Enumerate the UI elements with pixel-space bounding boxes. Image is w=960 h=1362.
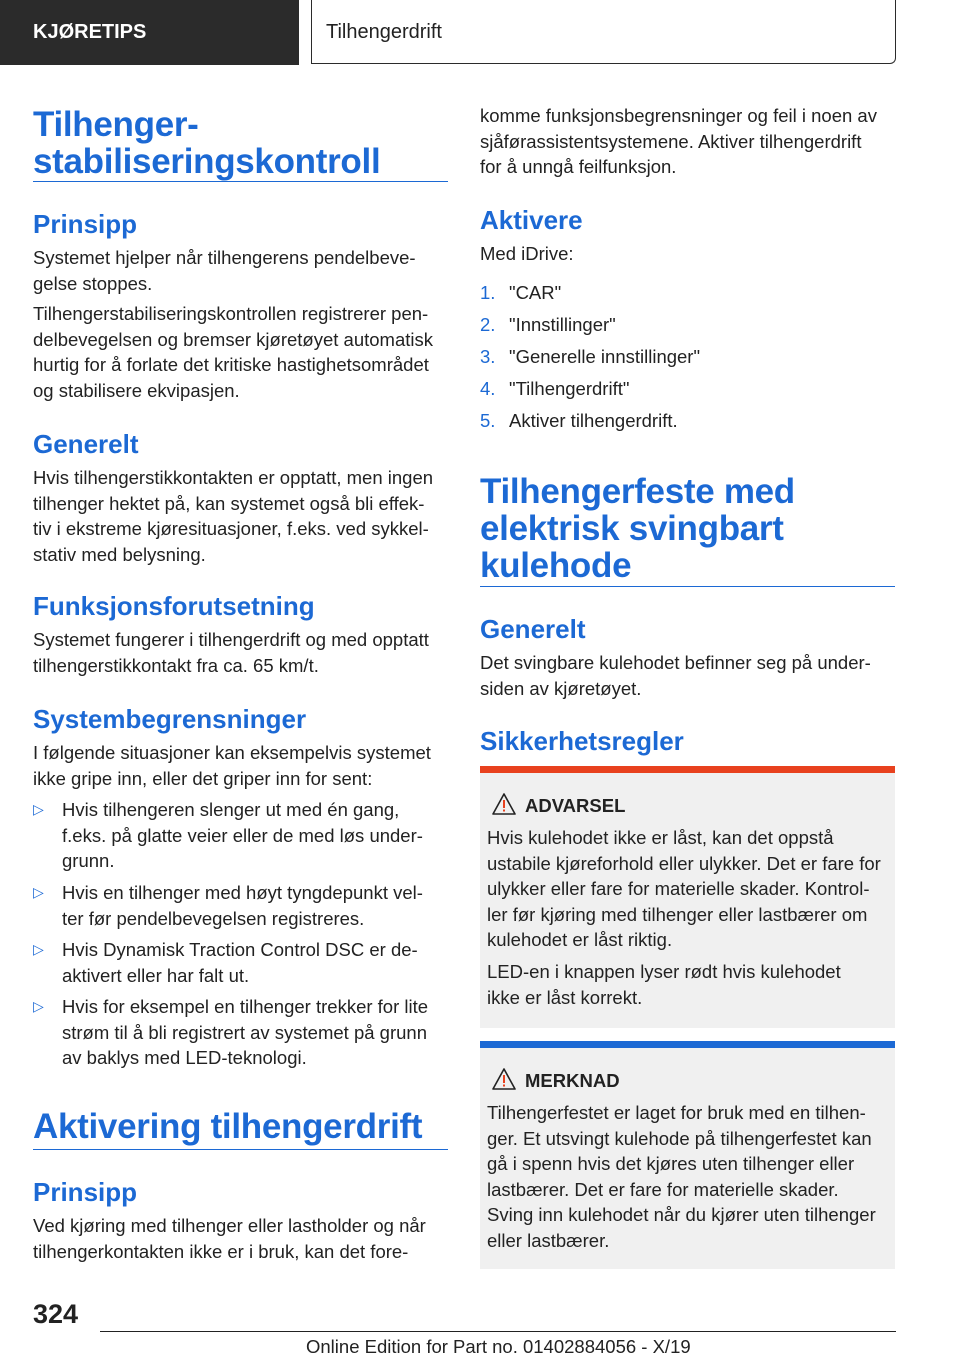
text-line: Systemet fungerer i tilhengerdrift og med opptatt — [33, 629, 429, 650]
text-line: ustabile kjøreforhold eller ulykker. Det er fare for — [487, 852, 881, 874]
subheading-generelt-2: Generelt — [480, 614, 586, 644]
text-line: Hvis for eksempel en tilhenger trekker for lite — [62, 996, 429, 1017]
text-line: lastbærer. Det er fare for materielle skader. — [487, 1178, 839, 1200]
text-line: f.eks. på glatte veier eller de med løs under- — [62, 824, 423, 846]
heading-tilhengerfeste — [480, 473, 795, 584]
step-number: 1. — [480, 282, 496, 303]
text-line: LED-en i knappen lyser rødt hvis kulehodet — [487, 961, 841, 982]
subheading-prinsipp: Prinsipp — [33, 209, 138, 239]
subheading-aktivere: Aktivere — [480, 205, 583, 235]
paragraph-generelt-2 — [480, 650, 871, 701]
paragraph-prinsipp-aktivering — [33, 1213, 426, 1264]
text-line: ler før kjøring med tilhenger eller lastbærer om — [487, 903, 868, 925]
triangle-bullet-icon: ▷ — [33, 998, 44, 1014]
heading-rule — [33, 1149, 448, 1150]
section-tab — [0, 0, 299, 65]
note-box — [480, 1041, 895, 1269]
paragraph-idrive: Med iDrive: — [480, 243, 574, 264]
text-line: Det svingbare kulehodet befinner seg på under- — [480, 652, 871, 673]
warning-triangle-icon — [492, 793, 516, 815]
step-number: 2. — [480, 314, 496, 335]
warning-title: ADVARSEL — [525, 795, 626, 816]
chapter-tab — [311, 0, 896, 64]
chapter-title: Tilhengerdrift — [326, 21, 442, 43]
heading-line: kulehode — [480, 546, 632, 585]
heading-rule — [33, 181, 448, 182]
heading-rule — [480, 586, 895, 587]
step-text: "CAR" — [509, 282, 562, 303]
warning-box — [480, 766, 895, 1028]
page-header — [0, 0, 896, 65]
step-text: "Innstillinger" — [509, 314, 616, 335]
subheading-systembegrensninger: Systembegrensninger — [33, 704, 307, 734]
text-line: delbevegelsen og bremser kjøretøyet automatisk — [33, 328, 433, 350]
heading-line: stabiliseringskontroll — [33, 142, 381, 181]
text-line: gelse stoppes. — [33, 272, 153, 294]
triangle-bullet-icon: ▷ — [33, 884, 44, 900]
bullet-text — [62, 994, 448, 1071]
text-line: tiv i ekstreme kjøresituasjoner, f.eks. ved sykkel- — [33, 518, 429, 539]
text-line: I følgende situasjoner kan eksempelvis systemet — [33, 742, 431, 763]
text-line: gå i spenn hvis det kjøres uten tilhenger eller — [487, 1153, 855, 1174]
footer-rule — [100, 1331, 896, 1332]
text-line: komme funksjonsbegrensninger og feil i noen av — [480, 105, 877, 126]
warning-text-2 — [487, 959, 891, 1010]
text-line: siden av kjøretøyet. — [480, 677, 642, 699]
step-number: 5. — [480, 410, 496, 431]
paragraph-prinsipp-2 — [33, 301, 433, 403]
heading-trailer-stability — [33, 106, 380, 180]
text-line: tilhengerkontakten ikke er i bruk, kan det fore- — [33, 1240, 409, 1262]
text-line: for å unngå feilfunksjon. — [480, 156, 677, 177]
note-text — [487, 1100, 891, 1253]
text-line: Systemet hjelper når tilhengerens pendelbeve- — [33, 247, 416, 268]
note-title: MERKNAD — [525, 1070, 620, 1091]
warning-triangle-icon — [492, 1068, 516, 1090]
bullet-text — [62, 937, 448, 988]
step-text: "Generelle innstillinger" — [509, 346, 701, 367]
paragraph-generelt — [33, 465, 433, 567]
text-line: strøm til å bli registrert av systemet på grunn — [62, 1021, 427, 1043]
note-bar — [480, 1041, 895, 1048]
text-line: ikke gripe inn, eller det griper inn for sent: — [33, 767, 373, 789]
text-line: Hvis Dynamisk Traction Control DSC er de- — [62, 939, 418, 960]
subheading-funksjonsforutsetning: Funksjonsforutsetning — [33, 591, 315, 621]
text-line: grunn. — [62, 850, 115, 871]
section-title: KJØRETIPS — [33, 21, 147, 43]
edition-text: Online Edition for Part no. 01402884056 - X/19 — [306, 1336, 691, 1357]
paragraph-systembegrensninger — [33, 740, 431, 791]
heading-line: elektrisk svingbart — [480, 509, 784, 548]
bullet-text — [62, 880, 448, 931]
text-line: ger. Et utsvingt kulehode på tilhengerfestet kan — [487, 1127, 872, 1149]
text-line: eller lastbærer. — [487, 1229, 610, 1251]
text-line: hurtig for å forlate det kritiske hastighetsområdet — [33, 354, 429, 375]
text-line: ulykker eller fare for materielle skader. Kontrol- — [487, 878, 870, 899]
step-number: 3. — [480, 346, 496, 367]
text-line: Hvis tilhengerstikkontakten er opptatt, men ingen — [33, 467, 434, 488]
text-line: aktivert eller har falt ut. — [62, 964, 250, 986]
paragraph-funksjonsforutsetning — [33, 627, 429, 678]
text-line: Tilhengerfestet er laget for bruk med en tilhen- — [487, 1102, 866, 1123]
text-line: ikke er låst korrekt. — [487, 986, 643, 1008]
step-text: "Tilhengerdrift" — [509, 378, 630, 399]
text-line: Ved kjøring med tilhenger eller lastholder og når — [33, 1215, 426, 1236]
paragraph-continuation — [480, 103, 877, 180]
heading-line: Tilhengerfeste med — [480, 472, 795, 511]
text-line: av baklys med LED-teknologi. — [62, 1047, 307, 1068]
heading-line: Tilhenger- — [33, 105, 199, 144]
subheading-generelt: Generelt — [33, 429, 139, 459]
text-line: tilhengerstikkontakt fra ca. 65 km/t. — [33, 654, 319, 676]
subheading-sikkerhetsregler: Sikkerhetsregler — [480, 726, 684, 756]
heading-aktivering: Aktivering tilhengerdrift — [33, 1107, 423, 1146]
warning-bar — [480, 766, 895, 773]
triangle-bullet-icon: ▷ — [33, 941, 44, 957]
text-line: og stabilisere ekvipasjen. — [33, 379, 240, 401]
step-number: 4. — [480, 378, 496, 399]
text-line: Hvis tilhengeren slenger ut med én gang, — [62, 799, 400, 820]
text-line: sjåførassistentsystemene. Aktiver tilhengerdrift — [480, 130, 862, 152]
text-line: Sving inn kulehodet når du kjører uten tilhenger — [487, 1204, 876, 1225]
text-line: Hvis en tilhenger med høyt tyngdepunkt vel- — [62, 882, 423, 903]
triangle-bullet-icon: ▷ — [33, 801, 44, 817]
subheading-prinsipp-2: Prinsipp — [33, 1177, 138, 1207]
paragraph-prinsipp-1 — [33, 245, 416, 296]
step-text: Aktiver tilhengerdrift. — [509, 410, 678, 431]
bullet-text — [62, 797, 448, 874]
text-line: kulehodet er låst riktig. — [487, 929, 673, 950]
page-number: 324 — [33, 1299, 79, 1329]
text-line: Hvis kulehodet ikke er låst, kan det oppstå — [487, 827, 834, 848]
text-line: tilhenger hektet på, kan systemet også bli effek- — [33, 492, 425, 514]
warning-text-1 — [487, 825, 891, 953]
text-line: Tilhengerstabiliseringskontrollen registrerer pen- — [33, 303, 429, 324]
text-line: ter før pendelbevegelsen registreres. — [62, 907, 365, 929]
text-line: stativ med belysning. — [33, 543, 206, 565]
